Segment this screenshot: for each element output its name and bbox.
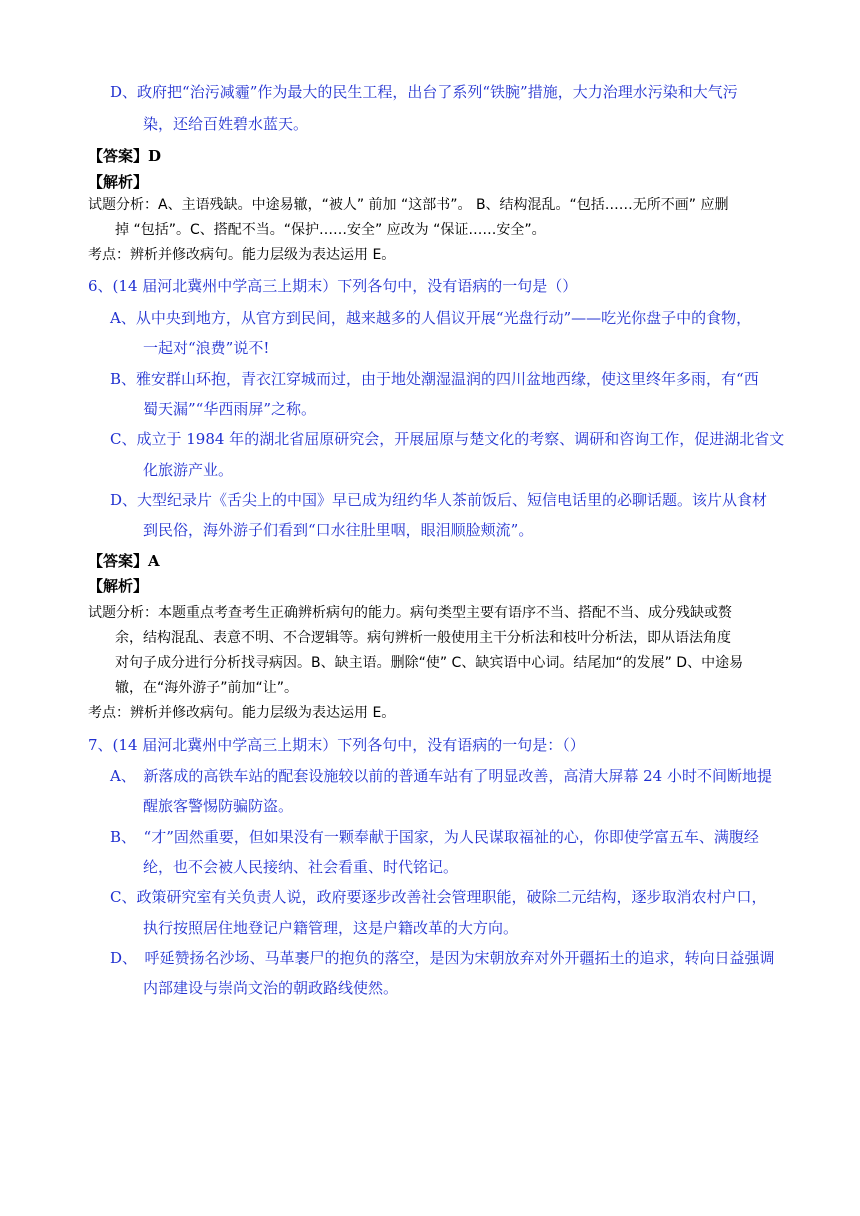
q6-option-d-line-2: 到民俗，海外游子们看到“口水往肚里咽，眼泪顺脸颊流”。 (143, 521, 534, 539)
q6-option-b-line-1: B、雅安群山环抱，青衣江穿城而过，由于地处潮湿温润的四川盆地西缘，使这里终年多雨，有“西 (110, 370, 759, 388)
prev-option-d-line-1: D、政府把“治污减霾”作为最大的民生工程，出台了系列“铁腕”措施，大力治理水污染和大气污 (110, 83, 738, 101)
q7-option-b-line-2: 纶，也不会被人民接纳、社会看重、时代铭记。 (143, 858, 459, 876)
q6-analysis-line-4: 辙，在“海外游子”前加“让”。 (115, 680, 299, 696)
q6-stem: 6、(14 届河北冀州中学高三上期末）下列各句中，没有语病的一句是（） (88, 277, 578, 295)
prev-kaodian: 考点：辨析并修改病句。能力层级为表达运用 E。 (88, 247, 396, 263)
q7-option-d-line-1: D、 呼延赞扬名沙场、马革裹尸的抱负的落空，是因为宋朝放弃对外开疆拓土的追求，转向日益强调 (110, 949, 775, 967)
q6-analysis-line-1: 试题分析：本题重点考查考生正确辨析病句的能力。病句类型主要有语序不当、搭配不当、成分残缺或赘 (88, 605, 732, 621)
q7-option-c-line-1: C、政策研究室有关负责人说，政府要逐步改善社会管理职能，破除二元结构，逐步取消农村户口， (110, 888, 767, 906)
q7-option-a-line-2: 醒旅客警惕防骗防盗。 (143, 797, 294, 815)
q6-option-c-line-1: C、成立于 1984 年的湖北省屈原研究会，开展屈原与楚文化的考察、调研和咨询工作，促进湖北省文 (110, 430, 785, 448)
q7-option-d-line-2: 内部建设与崇尚文治的朝政路线使然。 (143, 979, 399, 997)
q6-analysis-line-3: 对句子成分进行分析找寻病因。B、缺主语。删除“使” C、缺宾语中心词。结尾加“的发展” D、中途易 (115, 655, 744, 671)
q6-kaodian: 考点：辨析并修改病句。能力层级为表达运用 E。 (88, 705, 396, 721)
q7-option-b-line-1: B、 “才”固然重要，但如果没有一颗奉献于国家，为人民谋取福祉的心，你即使学富五车、满腹经 (110, 828, 759, 846)
q6-option-d-line-1: D、大型纪录片《舌尖上的中国》早已成为纽约华人茶前饭后、短信电话里的必聊话题。该片从食材 (110, 491, 768, 509)
prev-answer: 【答案】D (88, 147, 162, 165)
q6-analysis-line-2: 余，结构混乱、表意不明、不合逻辑等。病句辨析一般使用主干分析法和枝叶分析法，即从语法角度 (115, 630, 731, 646)
q6-analysis-label: 【解析】 (88, 577, 149, 595)
prev-analysis-line-2: 掉 “包括”。C、搭配不当。“保护……安全” 应改为 “保证……安全”。 (115, 222, 546, 238)
q6-option-c-line-2: 化旅游产业。 (143, 461, 234, 479)
q6-option-a-line-1: A、从中央到地方，从官方到民间，越来越多的人倡议开展“光盘行动”——吃光你盘子中的食物， (110, 309, 752, 327)
prev-option-d-line-2: 染，还给百姓碧水蓝天。 (143, 115, 309, 133)
q7-stem: 7、(14 届河北冀州中学高三上期末）下列各句中，没有语病的一句是：（） (88, 736, 585, 754)
prev-analysis-label: 【解析】 (88, 173, 149, 191)
q6-option-a-line-2: 一起对“浪费”说不! (143, 339, 270, 357)
q6-option-b-line-2: 蜀天漏”“华西雨屏”之称。 (143, 400, 317, 418)
q7-option-a-line-1: A、 新落成的高铁车站的配套设施较以前的普通车站有了明显改善，高清大屏幕 24 小时不间断地提 (110, 767, 772, 785)
q6-answer: 【答案】A (88, 552, 160, 570)
prev-analysis-line-1: 试题分析：A、主语残缺。中途易辙，“被人” 前加 “这部书”。 B、结构混乱。“包括……无所不画” 应删 (88, 197, 729, 213)
q7-option-c-line-2: 执行按照居住地登记户籍管理，这是户籍改革的大方向。 (143, 919, 519, 937)
